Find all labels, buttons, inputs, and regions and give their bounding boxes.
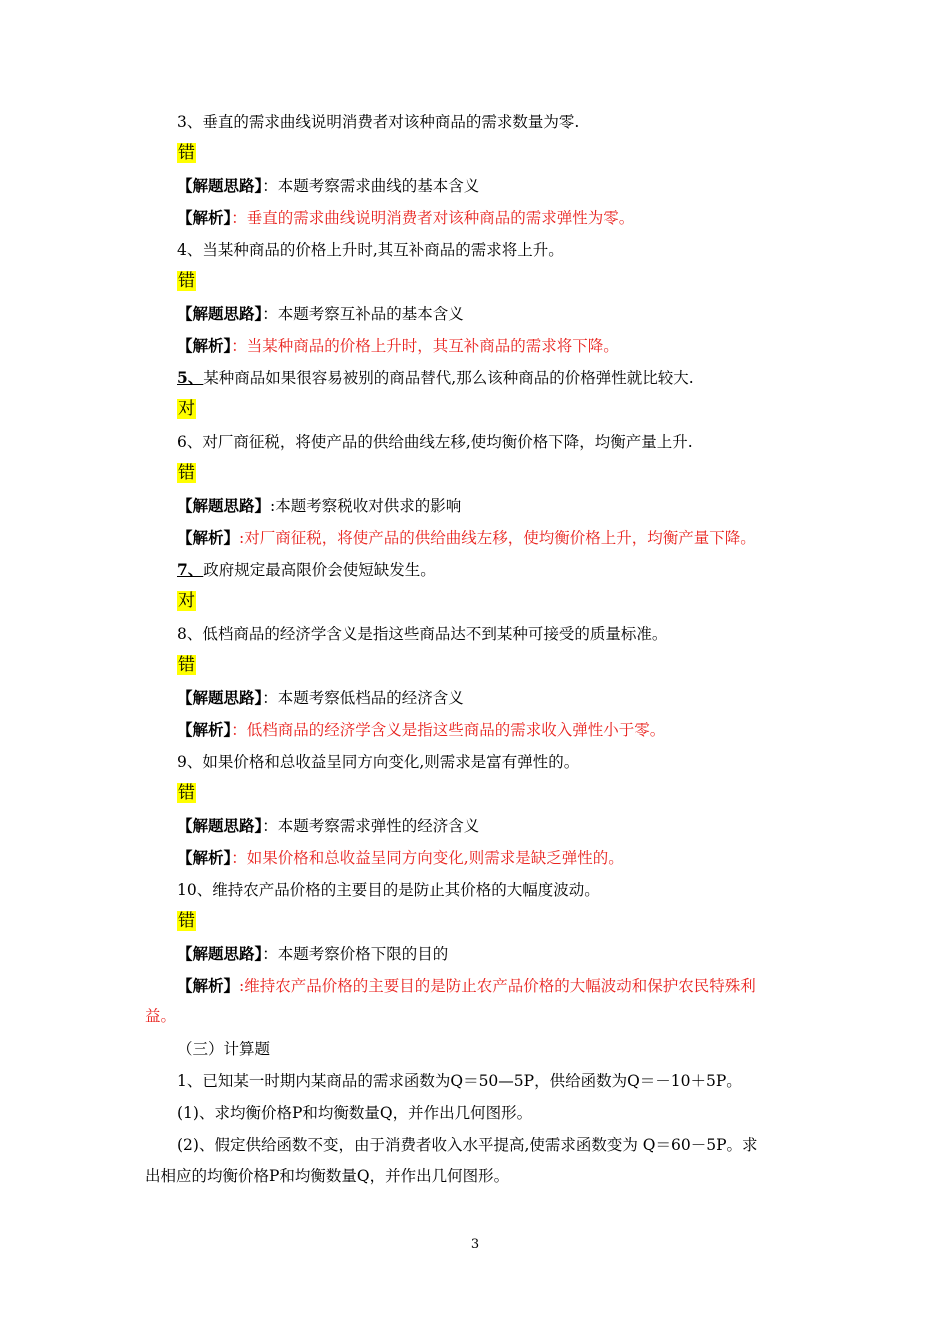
section-heading: [177, 1038, 815, 1060]
idea-9: [177, 815, 815, 837]
question-6: [177, 431, 815, 453]
idea-4: [177, 303, 815, 325]
analysis-label: 【解析】: [177, 848, 232, 867]
idea-text: ：本题考察价格下限的目的: [262, 945, 449, 963]
question-text: 4、当某种商品的价格上升时,其互补商品的需求将上升。: [177, 241, 564, 259]
idea-label: 【解题思路】: [177, 304, 263, 323]
idea-text: ：本题考察需求曲线的基本含义: [262, 177, 480, 195]
answer-9: [177, 782, 815, 804]
answer-mark: 对: [178, 399, 195, 419]
answer-10: [177, 910, 815, 932]
answer-5: [177, 398, 815, 420]
analysis-4: [177, 335, 815, 357]
question-text: 1、已知某一时期内某商品的需求函数为Q＝50—5P，供给函数为Q＝－10＋5P。: [177, 1072, 742, 1090]
question-4: [177, 239, 815, 261]
analysis-text: ：如果价格和总收益呈同方向变化,则需求是缺乏弹性的。: [231, 849, 624, 867]
heading-text: （三）计算题: [177, 1040, 271, 1058]
question-10: [177, 879, 815, 901]
answer-4: [177, 270, 815, 292]
calc-question-1a: [177, 1102, 815, 1124]
question-7: [177, 559, 815, 581]
answer-mark: 错: [178, 143, 195, 163]
page-number: 3: [470, 1237, 480, 1252]
answer-8: [177, 654, 815, 676]
idea-text: ：本题考察需求弹性的经济含义: [262, 817, 480, 835]
answer-mark: 错: [178, 655, 195, 675]
idea-label: 【解题思路】: [177, 496, 271, 515]
analysis-label: 【解析】: [177, 208, 232, 227]
calc-question-1b: [177, 1134, 815, 1156]
analysis-text: ：低档商品的经济学含义是指这些商品的需求收入弹性小于零。: [231, 721, 666, 739]
question-8: [177, 623, 815, 645]
question-text: (2)、假定供给函数不变，由于消费者收入水平提高,使需求函数变为 Q＝60－5P。求: [177, 1136, 758, 1154]
idea-label: 【解题思路】: [177, 944, 263, 963]
question-number: 5、: [177, 368, 204, 387]
question-number: 7、: [177, 560, 204, 579]
question-3: [177, 111, 815, 133]
question-9: [177, 751, 815, 773]
answer-6: [177, 462, 815, 484]
answer-mark: 错: [178, 911, 195, 931]
analysis-6: [177, 527, 815, 549]
question-text: 8、低档商品的经济学含义是指这些商品达不到某种可接受的质量标准。: [177, 625, 668, 643]
question-text: (1)、求均衡价格P和均衡数量Q，并作出几何图形。: [177, 1104, 533, 1122]
answer-mark: 错: [178, 783, 195, 803]
idea-3: [177, 175, 815, 197]
question-5: [177, 367, 815, 389]
question-text: 政府规定最高限价会使短缺发生。: [203, 561, 436, 579]
analysis-10: [177, 975, 815, 997]
analysis-text: :对厂商征税，将使产品的供给曲线左移，使均衡价格上升，均衡产量下降。: [239, 529, 756, 547]
analysis-text: ：垂直的需求曲线说明消费者对该种商品的需求弹性为零。: [231, 209, 635, 227]
question-text-cont: 出相应的均衡价格P和均衡数量Q，并作出几何图形。: [145, 1167, 510, 1185]
idea-label: 【解题思路】: [177, 176, 263, 195]
answer-7: [177, 590, 815, 612]
analysis-text: :维持农产品价格的主要目的是防止农产品价格的大幅波动和保护农民特殊利: [239, 977, 756, 995]
idea-6: [177, 495, 815, 517]
answer-mark: 错: [178, 271, 195, 291]
idea-text: :本题考察税收对供求的影响: [270, 497, 462, 515]
question-text: 某种商品如果很容易被别的商品替代,那么该种商品的价格弹性就比较大.: [203, 369, 694, 387]
analysis-3: [177, 207, 815, 229]
idea-text: ：本题考察低档品的经济含义: [262, 689, 464, 707]
analysis-9: [177, 847, 815, 869]
analysis-label: 【解析】: [177, 528, 240, 547]
idea-10: [177, 943, 815, 965]
answer-mark: 对: [178, 591, 195, 611]
analysis-label: 【解析】: [177, 336, 232, 355]
answer-3: [177, 142, 815, 164]
answer-mark: 错: [178, 463, 195, 483]
idea-label: 【解题思路】: [177, 816, 263, 835]
question-text: 6、对厂商征税，将使产品的供给曲线左移,使均衡价格下降，均衡产量上升.: [177, 433, 693, 451]
analysis-text-cont: 益。: [145, 1007, 177, 1025]
calc-question-1b-cont: [145, 1165, 815, 1187]
idea-text: ：本题考察互补品的基本含义: [262, 305, 464, 323]
idea-label: 【解题思路】: [177, 688, 263, 707]
question-text: 3、垂直的需求曲线说明消费者对该种商品的需求数量为零.: [177, 113, 580, 131]
idea-8: [177, 687, 815, 709]
question-text: 10、维持农产品价格的主要目的是防止其价格的大幅度波动。: [177, 881, 600, 899]
analysis-10-cont: [145, 1005, 815, 1027]
calc-question-1: [177, 1070, 815, 1092]
analysis-label: 【解析】: [177, 720, 232, 739]
question-text: 9、如果价格和总收益呈同方向变化,则需求是富有弹性的。: [177, 753, 580, 771]
analysis-label: 【解析】: [177, 976, 240, 995]
analysis-text: ：当某种商品的价格上升时，其互补商品的需求将下降。: [231, 337, 619, 355]
analysis-8: [177, 719, 815, 741]
